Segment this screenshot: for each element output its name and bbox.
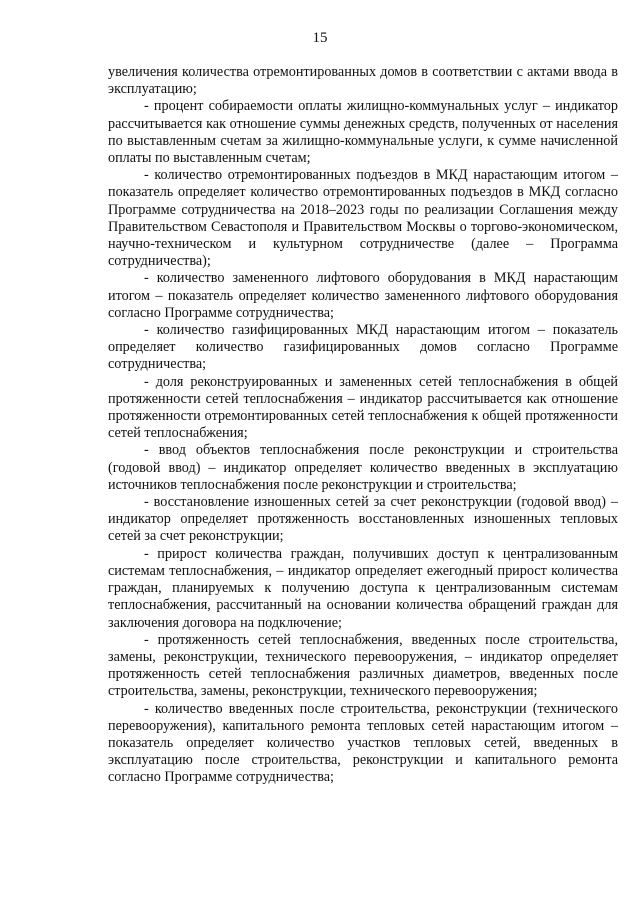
paragraph: - восстановление изношенных сетей за счет реконструкции (годовой ввод) – индикатор определяет протяженность восстановленных изношенных тепловых сетей за счет реконструкции; [108,494,618,545]
page-number: 15 [312,30,328,46]
paragraph: - количество отремонтированных подъездов в МКД нарастающим итогом – показатель определяет количество отремонтированных подъездов в МКД согласно Программе сотрудничества на 2018–2023 годы по реализации Соглашения между Правительством Севастополя и Правительством Москвы о торгово-экономическом, научно-техническом и культурном сотрудничестве (далее – Программа сотрудничества); [108,167,618,270]
paragraph: - количество газифицированных МКД нарастающим итогом – показатель определяет количество газифицированных домов согласно Программе сотрудничества; [108,322,618,373]
paragraph: - доля реконструированных и замененных сетей теплоснабжения в общей протяженности сетей теплоснабжения – индикатор рассчитывается как отношение протяженности отремонтированных сетей теплоснабжения к общей протяженности сетей теплоснабжения; [108,373,618,442]
paragraph: увеличения количества отремонтированных домов в соответствии с актами ввода в эксплуатацию; [108,64,618,98]
paragraph: - протяженность сетей теплоснабжения, введенных после строительства, замены, реконструкции, технического перевооружения, – индикатор определяет протяженность сетей теплоснабжения различных диаметров, введенных после строительства, замены, реконструкции, технического перевооружения; [108,631,618,700]
paragraph: - прирост количества граждан, получивших доступ к централизованным системам теплоснабжения, – индикатор определяет ежегодный прирост количества граждан, планируемых к получению доступа к централизованным системам теплоснабжения, рассчитанный на основании количества обращений граждан для заключения договора на подключение; [108,545,618,631]
paragraph: - ввод объектов теплоснабжения после реконструкции и строительства (годовой ввод) – индикатор определяет количество введенных в эксплуатацию источников теплоснабжения после реконструкции и строительства; [108,442,618,493]
body-text [108,64,618,787]
paragraph: - количество введенных после строительства, реконструкции (технического перевооружения), капитального ремонта тепловых сетей нарастающим итогом – показатель определяет количество участков тепловых сетей, введенных в эксплуатацию после строительства, реконструкции и капитального ремонта согласно Программе сотрудничества; [108,700,618,786]
paragraph: - количество замененного лифтового оборудования в МКД нарастающим итогом – показатель определяет количество замененного лифтового оборудования согласно Программе сотрудничества; [108,270,618,321]
paragraph: - процент собираемости оплаты жилищно-коммунальных услуг – индикатор рассчитывается как отношение суммы денежных средств, полученных от населения по выставленным счетам за жилищно-коммунальные услуги, к сумме начисленной оплаты по выставленным счетам; [108,98,618,167]
